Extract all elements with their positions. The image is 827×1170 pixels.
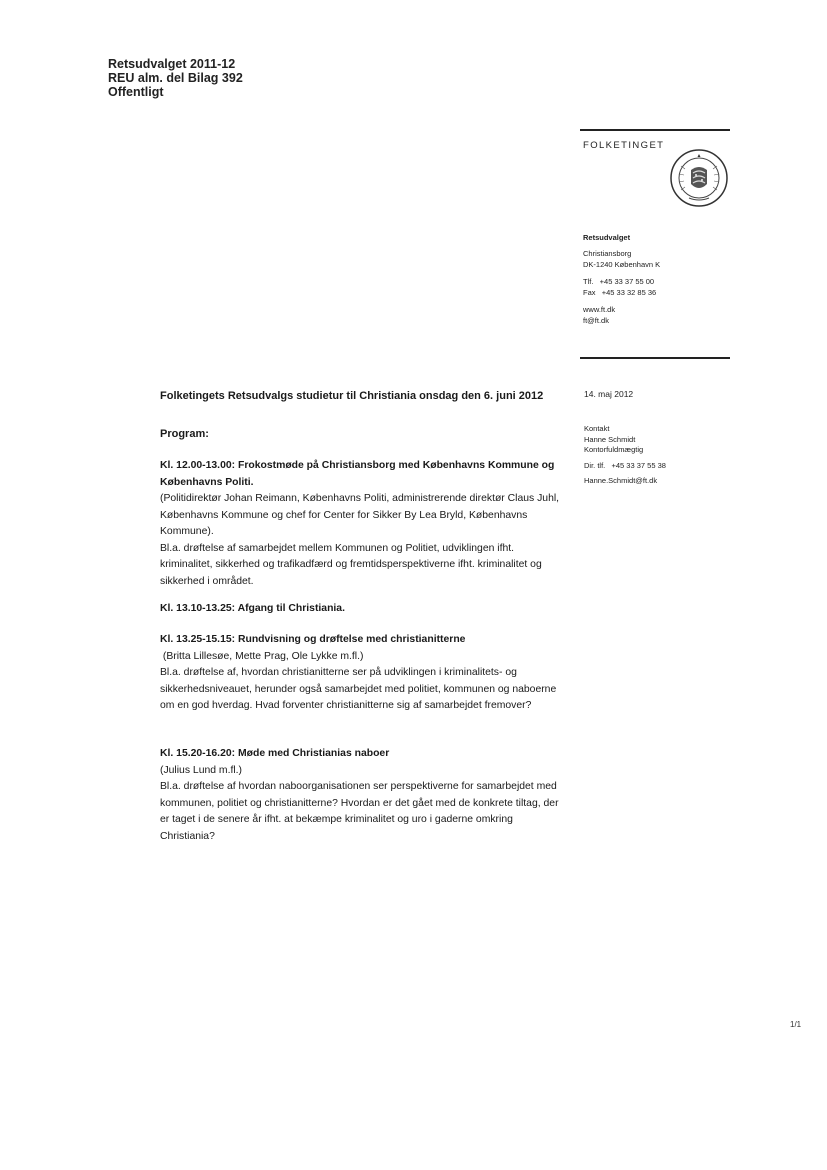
program-item: [160, 458, 565, 590]
letterhead-top-rule: [580, 129, 730, 131]
sender-email-link[interactable]: ft@ft.dk: [583, 316, 609, 325]
document-title: Folketingets Retsudvalgs studietur til Christiania onsdag den 6. juni 2012: [160, 390, 544, 402]
program-item-participants: (Politidirektør Johan Reimann, Københavns Politi, administrerende direktør Claus Juhl, Københavns Kommune og chef for Center for Sikker By Lea Bryld, Københavns Kommune).: [160, 493, 560, 537]
sender-address-line1: Christiansborg: [583, 249, 632, 258]
contact-block: [584, 424, 666, 487]
folketinget-seal-icon: [669, 148, 729, 208]
program-item-text: Bl.a. drøftelse af samarbejdet mellem Kommunen og Politiet, udviklingen ifht. kriminalitet, sikkerhed og trafikadfærd og fremtidsperspektiverne ifht. kriminalitet og sikkerhed i området.: [160, 542, 542, 587]
letterhead-brand: FOLKETINGET: [583, 140, 665, 151]
sender-committee: Retsudvalget: [583, 233, 631, 242]
contact-title: Kontorfuldmægtig: [584, 445, 644, 454]
sender-website-link[interactable]: www.ft.dk: [583, 305, 616, 314]
letter-date: 14. maj 2012: [584, 389, 634, 399]
program-item: [160, 601, 565, 618]
stamp-line-status: Offentligt: [108, 85, 164, 99]
program-item: [160, 746, 565, 845]
program-item-heading: Kl. 13.25-15.15: Rundvisning og drøftelse med christianitterne: [160, 634, 466, 645]
program-item-participants: (Julius Lund m.fl.): [160, 764, 242, 776]
page-number: 1/1: [790, 1020, 802, 1029]
sender-address-line2: DK-1240 København K: [583, 260, 661, 269]
program-item-participants: (Britta Lillesøe, Mette Prag, Ole Lykke m.fl.): [160, 650, 364, 662]
sender-block: [583, 232, 660, 326]
stamp-line-reference: REU alm. del Bilag 392: [108, 71, 243, 85]
contact-email-link[interactable]: Hanne.Schmidt@ft.dk: [584, 476, 658, 485]
program-item-heading: Kl. 15.20-16.20: Møde med Christianias naboer: [160, 748, 390, 759]
program-item-text: Bl.a. drøftelse af hvordan naboorganisationen ser perspektiverne for samarbejdet med kommunen, politiet og christianitterne? Hvordan er det gået med de konkrete tiltag, der er taget i de senere år ifht. at bekæmpe kriminalitet og uro i gaderne omkring Christiania?: [160, 781, 559, 842]
sender-phone: Tlf. +45 33 37 55 00: [583, 277, 655, 286]
contact-phone: Dir. tlf. +45 33 37 55 38: [584, 460, 666, 470]
contact-label: Kontakt: [584, 424, 610, 433]
contact-name: Hanne Schmidt: [584, 434, 636, 444]
letterhead-bottom-rule: [580, 357, 730, 359]
sender-fax: Fax +45 33 32 85 36: [583, 288, 657, 297]
program-item-heading: Kl. 13.10-13.25: Afgang til Christiania.: [160, 603, 345, 614]
program-item-text: Bl.a. drøftelse af, hvordan christianitterne ser på udviklingen i kriminalitets- og sikkerhedsniveauet, herunder også samarbejdet med politiet, kommunen og naboerne om en god hverdag. Hvad forventer christianitterne sig af samarbejdet fremover?: [160, 667, 557, 711]
program-item-heading: Kl. 12.00-13.00: Frokostmøde på Christiansborg med Københavns Kommune og Københavns Politi.: [160, 460, 555, 488]
program-item: [160, 632, 565, 715]
program-label: Program:: [160, 428, 209, 440]
stamp-line-committee: Retsudvalget 2011-12: [108, 57, 236, 71]
document-stamp: [108, 57, 243, 99]
